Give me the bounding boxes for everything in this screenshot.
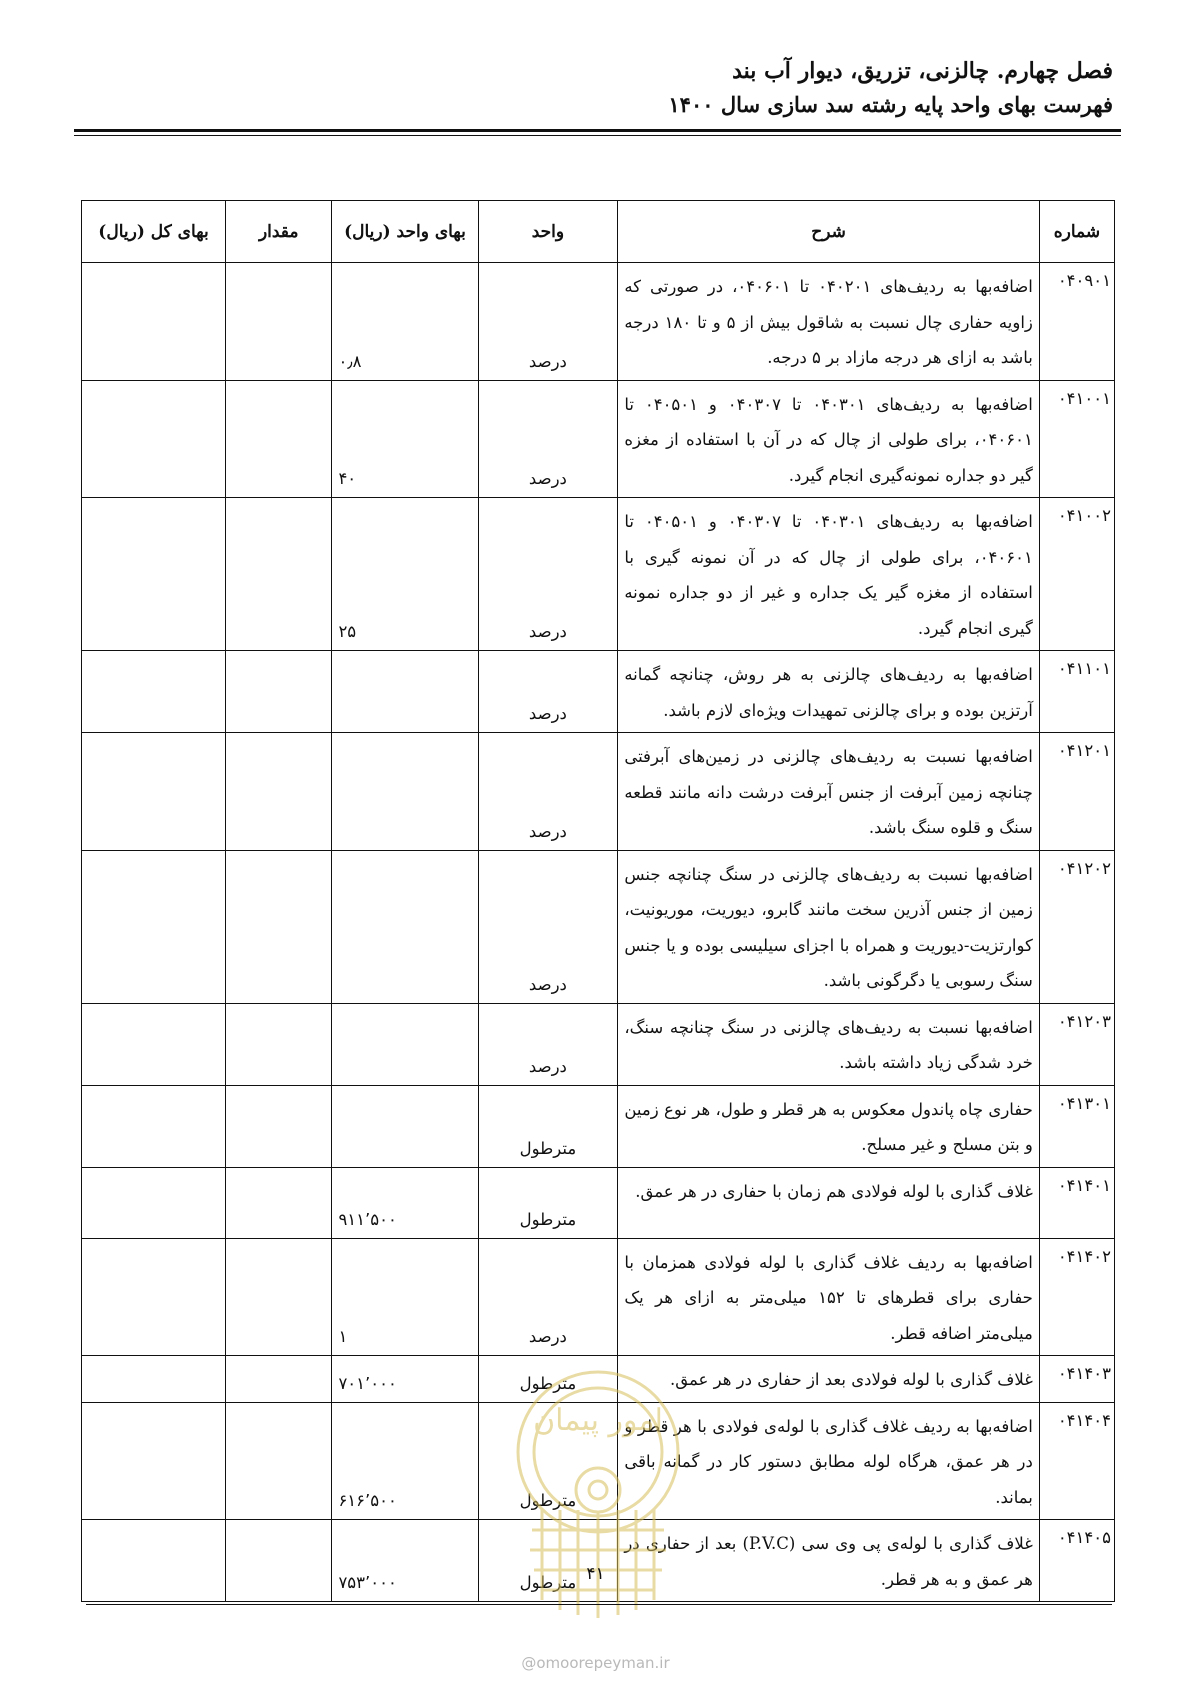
cell-unit: درصد — [478, 1238, 618, 1356]
cell-number: ۰۴۱۴۰۲ — [1039, 1238, 1114, 1356]
cell-total-price — [82, 1167, 226, 1238]
cell-total-price — [82, 1085, 226, 1167]
cell-unit-price: ۰٫۸ — [332, 263, 478, 381]
cell-total-price — [82, 1520, 226, 1602]
cell-unit-price: ۹۱۱٬۵۰۰ — [332, 1167, 478, 1238]
cell-description: حفاری چاه پاندول معکوس به هر قطر و طول، هر نوع زمین و بتن مسلح و غیر مسلح. — [618, 1085, 1040, 1167]
cell-description: اضافه‌بها به ردیف‌های ۰۴۰۳۰۱ تا ۰۴۰۳۰۷ و ۰۴۰۵۰۱ تا ۰۴۰۶۰۱، برای طولی از چال که در آن نمونه گیری با استفاده از مغزه گیر یک جداره و غیر از دو جداره نمونه گیری انجام گیرد. — [618, 498, 1040, 651]
cell-unit-price: ۷۵۳٬۰۰۰ — [332, 1520, 478, 1602]
cell-unit: مترطول — [478, 1167, 618, 1238]
column-header-number: شماره — [1039, 201, 1114, 263]
cell-total-price — [82, 263, 226, 381]
table-row — [82, 1085, 1115, 1167]
cell-number: ۰۴۱۴۰۱ — [1039, 1167, 1114, 1238]
cell-description: غلاف گذاری با لوله‌ی پی وی سی (P.V.C) بعد از حفاری در هر عمق و به هر قطر. — [618, 1520, 1040, 1602]
cell-unit-price: ۴۰ — [332, 380, 478, 498]
column-header-total-price: بهای کل (ریال) — [82, 201, 226, 263]
cell-unit-price: ۱ — [332, 1238, 478, 1356]
table-row — [82, 1167, 1115, 1238]
header-rule-thick — [74, 129, 1121, 132]
cell-number: ۰۴۱۴۰۵ — [1039, 1520, 1114, 1602]
cell-total-price — [82, 733, 226, 851]
cell-total-price — [82, 1356, 226, 1403]
table-row — [82, 1003, 1115, 1085]
table-row — [82, 498, 1115, 651]
cell-unit: مترطول — [478, 1520, 618, 1602]
cell-description: اضافه‌بها به ردیف‌های چالزنی به هر روش، چنانچه گمانه آرتزین بوده و برای چالزنی تمهیدات ویژه‌ای لازم باشد. — [618, 651, 1040, 733]
cell-number: ۰۴۱۳۰۱ — [1039, 1085, 1114, 1167]
cell-unit-price — [332, 733, 478, 851]
cell-unit: درصد — [478, 850, 618, 1003]
cell-description: اضافه‌بها نسبت به ردیف‌های چالزنی در سنگ چنانچه جنس زمین از جنس آذرین سخت مانند گابرو، دیوریت، موریونیت، کوارتزیت-دیوریت و همراه با اجزای سیلیسی بوده و یا جنس سنگ رسوبی یا دگرگونی باشد. — [618, 850, 1040, 1003]
cell-description: اضافه‌بها به ردیف غلاف گذاری با لوله‌ی فولادی با هر قطر و در هر عمق، هرگاه لوله مطابق دستور کار در گمانه باقی بماند. — [618, 1402, 1040, 1520]
cell-unit: درصد — [478, 733, 618, 851]
cell-total-price — [82, 1003, 226, 1085]
cell-quantity — [226, 1003, 332, 1085]
cell-description: اضافه‌بها نسبت به ردیف‌های چالزنی در زمین‌های آبرفتی چنانچه زمین آبرفت از جنس آبرفت درشت دانه مانند قطعه سنگ و قلوه سنگ باشد. — [618, 733, 1040, 851]
cell-unit-price — [332, 850, 478, 1003]
header-rule-thin — [74, 135, 1121, 136]
cell-unit: درصد — [478, 380, 618, 498]
table-row — [82, 651, 1115, 733]
cell-quantity — [226, 1356, 332, 1403]
cell-number: ۰۴۱۴۰۳ — [1039, 1356, 1114, 1403]
cell-unit: درصد — [478, 263, 618, 381]
cell-quantity — [226, 263, 332, 381]
svg-text:امور پیمان: امور پیمان — [533, 1403, 663, 1438]
cell-unit-price — [332, 651, 478, 733]
cell-description: اضافه‌بها به ردیف‌های ۰۴۰۲۰۱ تا ۰۴۰۶۰۱، در صورتی که زاویه حفاری چال نسبت به شاقول بیش از ۵ و تا ۱۸۰ درجه باشد به ازای هر درجه مازاد بر ۵ درجه. — [618, 263, 1040, 381]
cell-unit: مترطول — [478, 1356, 618, 1403]
cell-quantity — [226, 1520, 332, 1602]
cell-quantity — [226, 1167, 332, 1238]
cell-unit-price: ۶۱۶٬۵۰۰ — [332, 1402, 478, 1520]
cell-quantity — [226, 498, 332, 651]
cell-quantity — [226, 380, 332, 498]
cell-number: ۰۴۱۰۰۲ — [1039, 498, 1114, 651]
cell-quantity — [226, 733, 332, 851]
cell-description: غلاف گذاری با لوله فولادی بعد از حفاری در هر عمق. — [618, 1356, 1040, 1403]
cell-unit: مترطول — [478, 1402, 618, 1520]
cell-unit: درصد — [478, 1003, 618, 1085]
cell-number: ۰۴۱۱۰۱ — [1039, 651, 1114, 733]
table-header-row — [82, 201, 1115, 263]
cell-quantity — [226, 1085, 332, 1167]
page-number: ۴۱ — [586, 1564, 605, 1584]
cell-number: ۰۴۱۰۰۱ — [1039, 380, 1114, 498]
cell-total-price — [82, 651, 226, 733]
cell-description: اضافه‌بها به ردیف‌های ۰۴۰۳۰۱ تا ۰۴۰۳۰۷ و ۰۴۰۵۰۱ تا ۰۴۰۶۰۱، برای طولی از چال که در آن با استفاده از مغزه گیر دو جداره نمونه‌گیری انجام گیرد. — [618, 380, 1040, 498]
cell-description: اضافه‌بها نسبت به ردیف‌های چالزنی در سنگ چنانچه سنگ، خرد شدگی زیاد داشته باشد. — [618, 1003, 1040, 1085]
cell-quantity — [226, 1238, 332, 1356]
cell-total-price — [82, 850, 226, 1003]
document-subtitle: فهرست بهای واحد پایه رشته سد سازی سال ۱۴۰۰ — [668, 92, 1113, 117]
cell-quantity — [226, 850, 332, 1003]
cell-total-price — [82, 498, 226, 651]
table-row — [82, 263, 1115, 381]
cell-number: ۰۴۱۴۰۴ — [1039, 1402, 1114, 1520]
table-row — [82, 1238, 1115, 1356]
table-row — [82, 380, 1115, 498]
cell-unit: درصد — [478, 651, 618, 733]
cell-total-price — [82, 1238, 226, 1356]
column-header-unit: واحد — [478, 201, 618, 263]
cell-number: ۰۴۱۲۰۳ — [1039, 1003, 1114, 1085]
column-header-description: شرح — [618, 201, 1040, 263]
cell-unit: درصد — [478, 498, 618, 651]
cell-number: ۰۴۱۲۰۱ — [1039, 733, 1114, 851]
cell-description: غلاف گذاری با لوله فولادی هم زمان با حفاری در هر عمق. — [618, 1167, 1040, 1238]
cell-unit-price: ۷۰۱٬۰۰۰ — [332, 1356, 478, 1403]
cell-description: اضافه‌بها به ردیف غلاف گذاری با لوله فولادی همزمان با حفاری برای قطرهای تا ۱۵۲ میلی‌متر به ازای هر یک میلی‌متر اضافه قطر. — [618, 1238, 1040, 1356]
table-row — [82, 850, 1115, 1003]
cell-unit-price — [332, 1085, 478, 1167]
chapter-title: فصل چهارم. چالزنی، تزریق، دیوار آب بند — [732, 58, 1113, 84]
column-header-quantity: مقدار — [226, 201, 332, 263]
cell-unit-price — [332, 1003, 478, 1085]
cell-quantity — [226, 651, 332, 733]
cell-unit: مترطول — [478, 1085, 618, 1167]
cell-number: ۰۴۱۲۰۲ — [1039, 850, 1114, 1003]
cell-total-price — [82, 380, 226, 498]
footer-rule — [86, 1604, 1112, 1605]
cell-number: ۰۴۰۹۰۱ — [1039, 263, 1114, 381]
table-row — [82, 733, 1115, 851]
column-header-unit-price: بهای واحد (ریال) — [332, 201, 478, 263]
page-header — [668, 54, 1113, 122]
website-watermark: @omoorepeyman.ir — [521, 1654, 670, 1672]
cell-unit-price: ۲۵ — [332, 498, 478, 651]
cell-total-price — [82, 1402, 226, 1520]
cell-quantity — [226, 1402, 332, 1520]
